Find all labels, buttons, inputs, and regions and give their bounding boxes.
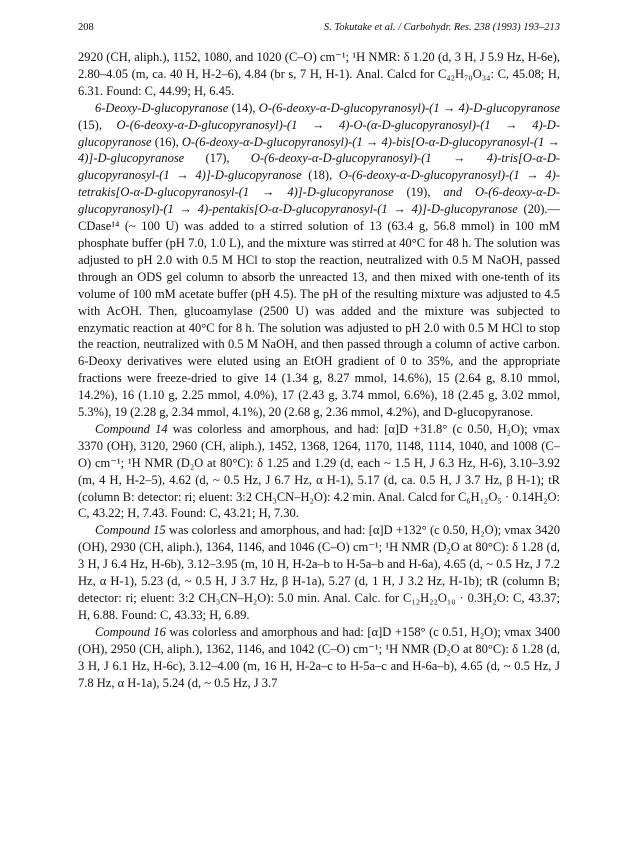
paragraph <box>78 100 560 421</box>
text-run: (20).—CDase¹⁴ (~ 100 U) was added to a stirred solution of 13 (63.4 g, 56.8 mmol) in 100 mM phosphate buffer (pH 7.0, 1.0 L), and the mixture was stirred at 40°C for 48 h. The solution was adjusted to pH 2.0 with 0.5 M HCl to stop the reaction, neutralized with 0.5 M NaOH, passed through an ODS gel column to absorb the unreacted 13, and then mixed with one-tenth of its volume of 100 mM acetate buffer (pH 4.5). The pH of the resulting mixture was adjusted to 4.5 with AcOH. Then, glucoamylase (2500 U) was added and the mixture was subjected to enzymatic reaction at 40°C for 8 h. The solution was adjusted to pH 2.0 with 0.5 M HCl to stop the reaction, neutralized with 0.5 M NaOH, and then passed through a column of active carbon. 6-Deoxy derivatives were eluted using an EtOH gradient of 0 to 35%, and the appropriate fractions were freeze-dried to give 14 (1.34 g, 8.27 mmol, 14.6%), 15 (2.64 g, 8.10 mmol, 14.2%), 16 (1.10 g, 2.25 mmol, 4.0%), 17 (2.43 g, 3.74 mmol, 6.6%), 18 (2.45 g, 3.02 mmol, 5.3%), 19 (2.28 g, 2.34 mmol, 4.1%), 20 (2.68 g, 2.36 mmol, 4.2%), and D-glucopyranose. <box>78 202 560 420</box>
text-run: (17), <box>184 151 251 166</box>
italic-text: and O-(6-deoxy-α-D-glucopyranosyl)-(1 → 4)-pentakis[O-α-D-glucopyranosyl-(1 → 4)]-D-glucopyranose <box>78 185 560 217</box>
italic-text: Compound 16 <box>95 624 166 639</box>
text-run: 2920 (CH, aliph.), 1152, 1080, and 1020 (C–O) cm⁻¹; ¹H NMR: δ 1.20 (d, 3 H, J 5.9 Hz, H-6e), 2.80–4.05 (m, ca. 40 H, H-2–6), 4.84 (br s, 7 H, H-1). Anal. Calcd for C₄₂H₇₀O₃₄: C, 45.08; H, 6.31. Found: C, 44.99; H, 6.45. <box>78 50 560 98</box>
text-run: was colorless and amorphous, and had: [α]D +132° (c 0.50, H₂O); νmax 3420 (OH), 2930 (CH, aliph.), 1364, 1146, and 1046 (C–O) cm⁻¹; ¹H NMR (D₂O at 80°C): δ 1.28 (d, 3 H, J 6.4 Hz, H-6b), 3.12–3.95 (m, 10 H, H-2a–b to H-5a–b and H-6a), 4.65 (d, ~ 0.5 Hz, J 7.2 Hz, α H-1), 5.23 (d, ~ 0.5 H, J 3.7 Hz, β H-1a), 5.27 (d, 1 H, J 3.2 Hz, H-1b); tR (column B; detector: ri; eluent: 3:2 CH₃CN–H₂O): 5.0 min. Anal. Calc. for C₁₂H₂₂O₁₀ · 0.3H₂O: C, 43.37; H, 6.88. Found: C, 43.33; H, 6.89. <box>78 523 560 622</box>
article-body <box>78 49 560 691</box>
paragraph <box>78 421 560 522</box>
italic-text: O-(6-deoxy-α-D-glucopyranosyl)-(1 → 4)-tetrakis[O-α-D-glucopyranosyl-(1 → 4)]-D-glucopyranose <box>78 168 560 200</box>
text-run: (19), <box>393 185 444 200</box>
italic-text: Compound 15 <box>95 523 166 538</box>
italic-text: O-(6-deoxy-α-D-glucopyranosyl)-(1 → 4)-D-glucopyranose <box>258 100 560 115</box>
page-number: 208 <box>78 22 94 33</box>
italic-text: 6-Deoxy-D-glucopyranose <box>95 100 229 115</box>
paragraph <box>78 624 560 692</box>
italic-text: O-(6-deoxy-α-D-glucopyranosyl)-(1 → 4)-O-(α-D-glucopyranosyl)-(1 → 4)-D-glucopyranose <box>78 117 560 149</box>
paragraph <box>78 49 560 100</box>
text-run: (15), <box>78 117 117 132</box>
italic-text: O-(6-deoxy-α-D-glucopyranosyl)-(1 → 4)-bis[O-α-D-glucopyranosyl-(1 → 4)]-D-glucopyranose <box>78 134 560 166</box>
text-run: was colorless and amorphous and had: [α]D +158° (c 0.51, H₂O); νmax 3400 (OH), 2950 (CH, aliph.), 1362, 1146, and 1042 (C–O) cm⁻¹; ¹H NMR (D₂O at 80°C): δ 1.28 (d, 3 H, J 6.1 Hz, H-6c), 3.12–4.00 (m, 16 H, H-2a–c to H-5a–c and H-6a–b), 4.65 (d, ~ 0.5 Hz, J 7.8 Hz, α H-1a), 5.24 (d, ~ 0.5 Hz, J 3.7 <box>78 624 561 690</box>
italic-text: Compound 14 <box>95 421 168 436</box>
italic-text: O-(6-deoxy-α-D-glucopyranosyl)-(1 → 4)-tris[O-α-D-glucopyranosyl-(1 → 4)]-D-glucopyranose <box>78 151 561 183</box>
text-run: (16), <box>151 134 182 149</box>
text-run: (14), <box>228 100 259 115</box>
text-run: (18), <box>301 168 339 183</box>
journal-page <box>78 22 560 691</box>
page-header <box>78 22 560 33</box>
running-title: S. Tokutake et al. / Carbohydr. Res. 238 (1993) 193–213 <box>323 22 560 33</box>
paragraph <box>78 522 560 623</box>
text-run: was colorless and amorphous, and had: [α]D +31.8° (c 0.50, H₂O); νmax 3370 (OH), 3120, 2960 (CH, aliph.), 1452, 1368, 1264, 1170, 1148, 1114, 1040, and 1008 (C–O) cm⁻¹; ¹H NMR (D₂O at 80°C): δ 1.25 and 1.29 (d, each ~ 1.5 H, J 6.3 Hz, H-6), 3.10–3.92 (m, 4 H, H-2–5), 4.62 (d, ~ 0.5 Hz, J 6.7 Hz, α H-1), 5.17 (d, ca. 0.5 H, J 3.7 Hz, β H-1); tR (column B: detector: ri; eluent: 3:2 CH₃CN–H₂O): 4.2 min. Anal. Calcd for C₆H₁₂O₅ · 0.14H₂O: C, 43.22; H, 7.43. Found: C, 43.21; H, 7.30. <box>78 421 560 521</box>
